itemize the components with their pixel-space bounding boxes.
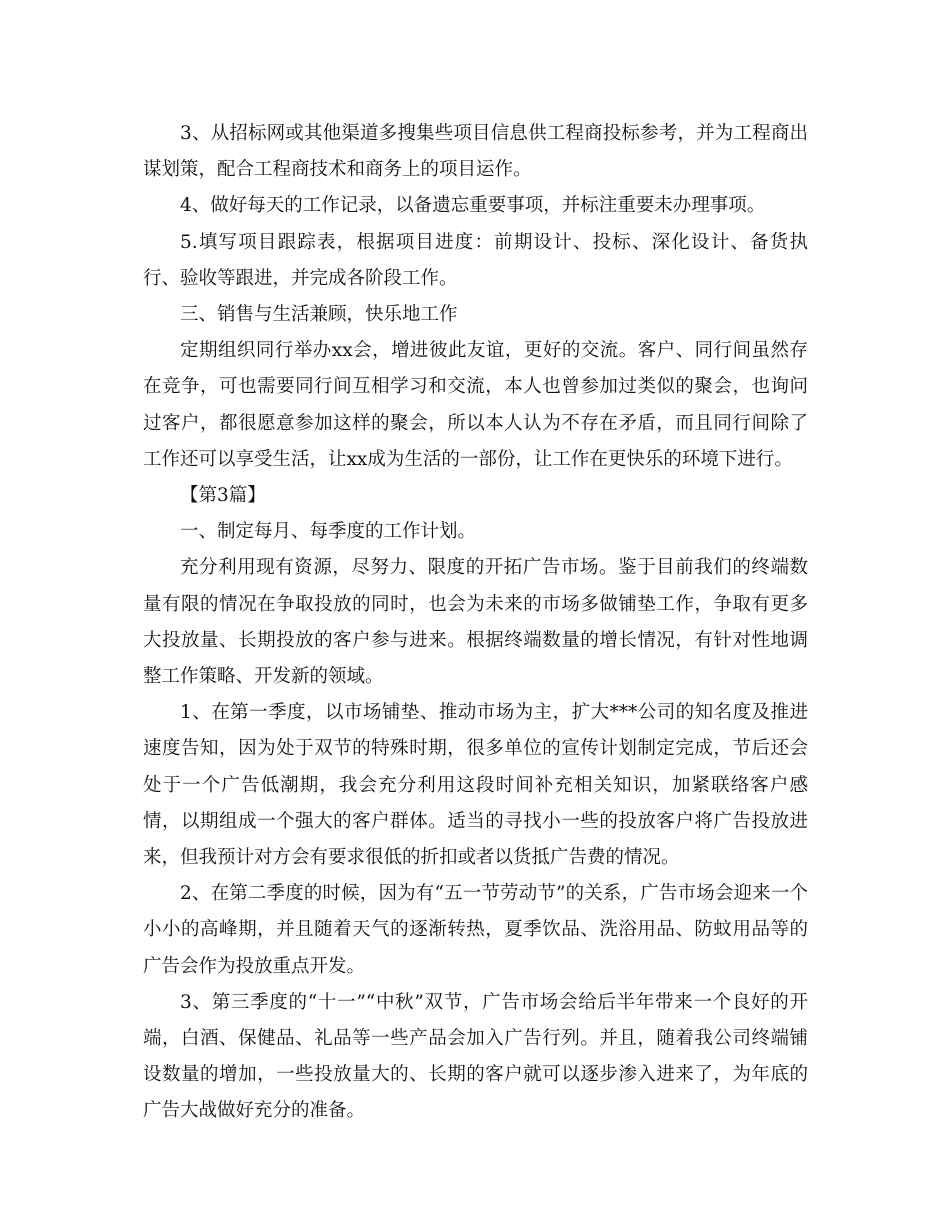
paragraph-item-5: 5.填写项目跟踪表，根据项目进度：前期设计、投标、深化设计、备货执行、验收等跟进，并完成各阶段工作。	[143, 231, 808, 289]
paragraph-q2: 2、在第二季度的时候，因为有“五一节劳动节”的关系，广告市场会迎来一个小小的高峰期，并且随着天气的逐渐转热，夏季饮品、洗浴用品、防蚊用品等的广告会作为投放重点开发。	[143, 883, 808, 977]
section-heading-three: 三、销售与生活兼顾，快乐地工作	[180, 304, 458, 326]
paragraph-item-3: 3、从招标网或其他渠道多搜集些项目信息供工程商投标参考，并为工程商出谋划策，配合工程商技术和商务上的项目运作。	[143, 123, 808, 181]
paragraph-q1: 1、在第一季度，以市场铺垫、推动市场为主，扩大***公司的知名度及推进速度告知，因为处于双节的特殊时期，很多单位的宣传计划制定完成，节后还会处于一个广告低潮期，我会充分利用这段时间补充相关知识，加紧联络客户感情，以期组成一个强大的客户群体。适当的寻找小一些的投放客户将广告投放进来，但我预计对方会有要求很低的折扣或者以货抵广告费的情况。	[143, 702, 808, 869]
article-heading-3: 【第3篇】	[180, 485, 266, 507]
paragraph-gathering: 定期组织同行举办xx会，增进彼此友谊，更好的交流。客户、同行间虽然存在竞争，可也需要同行间互相学习和交流，本人也曾参加过类似的聚会，也询问过客户，都很愿意参加这样的聚会，所以本人认为不存在矛盾，而且同行间除了工作还可以享受生活，让xx成为生活的一部份，让工作在更快乐的环境下进行。	[143, 340, 808, 470]
section-heading-one: 一、制定每月、每季度的工作计划。	[180, 521, 477, 543]
paragraph-q3: 3、第三季度的“十一”“中秋”双节，广告市场会给后半年带来一个良好的开端，白酒、保健品、礼品等一些产品会加入广告行列。并且，随着我公司终端铺设数量的增加，一些投放量大的、长期的客户就可以逐步渗入进来了，为年底的广告大战做好充分的准备。	[143, 991, 808, 1122]
paragraph-resources: 充分利用现有资源，尽努力、限度的开拓广告市场。鉴于目前我们的终端数量有限的情况在争取投放的同时，也会为未来的市场多做铺垫工作，争取有更多大投放量、长期投放的客户参与进来。根据终端数量的增长情况，有针对性地调整工作策略、开发新的领域。	[143, 557, 808, 688]
document-body	[143, 116, 808, 1130]
paragraph-item-4: 4、做好每天的工作记录，以备遗忘重要事项，并标注重要未办理事项。	[180, 195, 766, 217]
